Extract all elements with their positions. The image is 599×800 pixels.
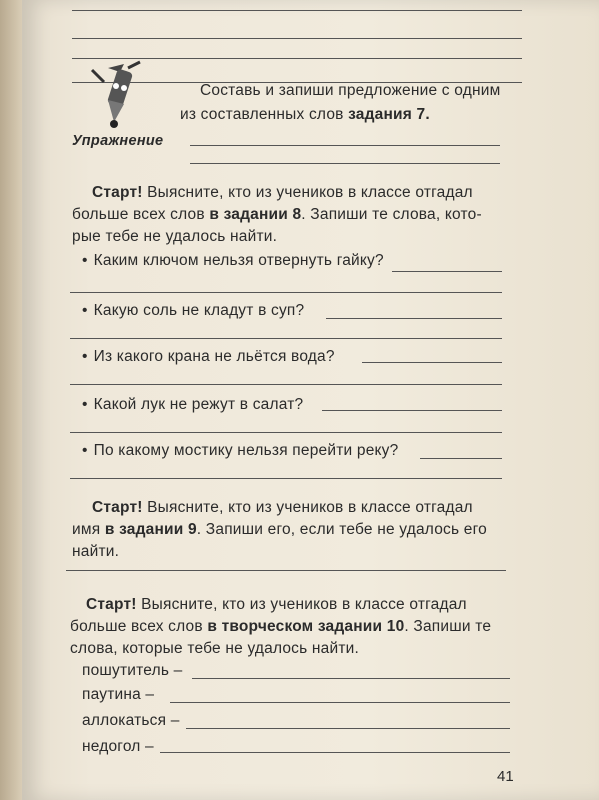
answer-line xyxy=(392,271,502,272)
answer-line xyxy=(192,678,510,679)
riddle-3-text: Из какого крана не льётся вода? xyxy=(93,348,335,365)
exercise-label: Упражнение xyxy=(72,133,164,149)
start8-task-ref: в задании 8 xyxy=(209,206,302,223)
answer-line xyxy=(322,410,502,411)
start8-line-3: рые тебе не удалось найти. xyxy=(72,228,278,245)
start10-line-2 xyxy=(70,616,491,638)
start10-line-3: слова, которые тебе не удалось найти. xyxy=(70,640,360,657)
answer-line xyxy=(72,38,522,39)
exercise-line-2-text: из составленных слов xyxy=(180,106,349,123)
start10-text-1: Выясните, кто из учеников в классе отгадал xyxy=(136,596,467,613)
pencil-mascot-icon xyxy=(78,60,150,138)
start8-line-2 xyxy=(72,204,482,226)
word-4: недогол – xyxy=(82,738,154,755)
answer-line xyxy=(70,292,502,293)
bullet-icon: • xyxy=(82,442,88,459)
riddle-1-text: Каким ключом нельзя отвернуть гайку? xyxy=(93,252,384,269)
start-label: Старт! xyxy=(92,499,143,516)
answer-line xyxy=(362,362,502,363)
start10-line-1 xyxy=(86,594,467,616)
start10-text-2b: . Запиши те xyxy=(404,618,492,635)
start9-task-ref: в задании 9 xyxy=(104,521,197,538)
start-label: Старт! xyxy=(92,184,143,201)
start10-text-2a: больше всех слов xyxy=(70,618,208,635)
answer-line xyxy=(70,384,502,385)
bullet-icon: • xyxy=(82,302,88,319)
riddle-2 xyxy=(82,300,304,322)
answer-line xyxy=(66,570,506,571)
word-1: пошутитель – xyxy=(82,662,183,679)
start8-line-1 xyxy=(92,182,473,204)
start8-text-1: Выясните, кто из учеников в классе отгадал xyxy=(142,184,473,201)
start9-line-2 xyxy=(72,519,487,541)
answer-line xyxy=(326,318,502,319)
riddle-3 xyxy=(82,346,335,368)
riddle-4-text: Какой лук не режут в салат? xyxy=(93,396,304,413)
bullet-icon: • xyxy=(82,252,88,269)
start9-text-2a: имя xyxy=(72,521,105,538)
answer-line xyxy=(170,702,510,703)
word-3: аллокаться – xyxy=(82,712,180,729)
riddle-2-text: Какую соль не кладут в суп? xyxy=(93,302,305,319)
start8-text-2b: . Запиши те слова, кото- xyxy=(301,206,482,223)
exercise-task-ref: задания 7. xyxy=(348,106,430,123)
page-edge xyxy=(0,0,22,800)
exercise-line-1: Составь и запиши предложение с одним xyxy=(200,82,501,99)
word-2: паутина – xyxy=(82,686,155,703)
answer-line xyxy=(70,478,502,479)
riddle-5 xyxy=(82,440,398,462)
start9-text-2b: . Запиши его, если тебе не удалось его xyxy=(196,521,487,538)
bullet-icon: • xyxy=(82,348,88,365)
riddle-4 xyxy=(82,394,303,416)
answer-line xyxy=(420,458,502,459)
riddle-5-text: По какому мостику нельзя перейти реку? xyxy=(93,442,399,459)
start8-text-2a: больше всех слов xyxy=(72,206,210,223)
answer-line xyxy=(72,58,522,59)
answer-line xyxy=(70,432,502,433)
start-label: Старт! xyxy=(86,596,137,613)
start10-task-ref: в творческом задании 10 xyxy=(207,618,405,635)
page-number: 41 xyxy=(497,768,514,785)
answer-line xyxy=(160,752,510,753)
start9-line-1 xyxy=(92,497,473,519)
answer-line xyxy=(190,145,500,146)
start9-line-3: найти. xyxy=(72,543,120,560)
riddle-1 xyxy=(82,250,384,272)
answer-line xyxy=(72,10,522,11)
answer-line xyxy=(70,338,502,339)
bullet-icon: • xyxy=(82,396,88,413)
start9-text-1: Выясните, кто из учеников в классе отгадал xyxy=(142,499,473,516)
exercise-line-2 xyxy=(180,104,430,126)
answer-line xyxy=(190,163,500,164)
answer-line xyxy=(186,728,510,729)
